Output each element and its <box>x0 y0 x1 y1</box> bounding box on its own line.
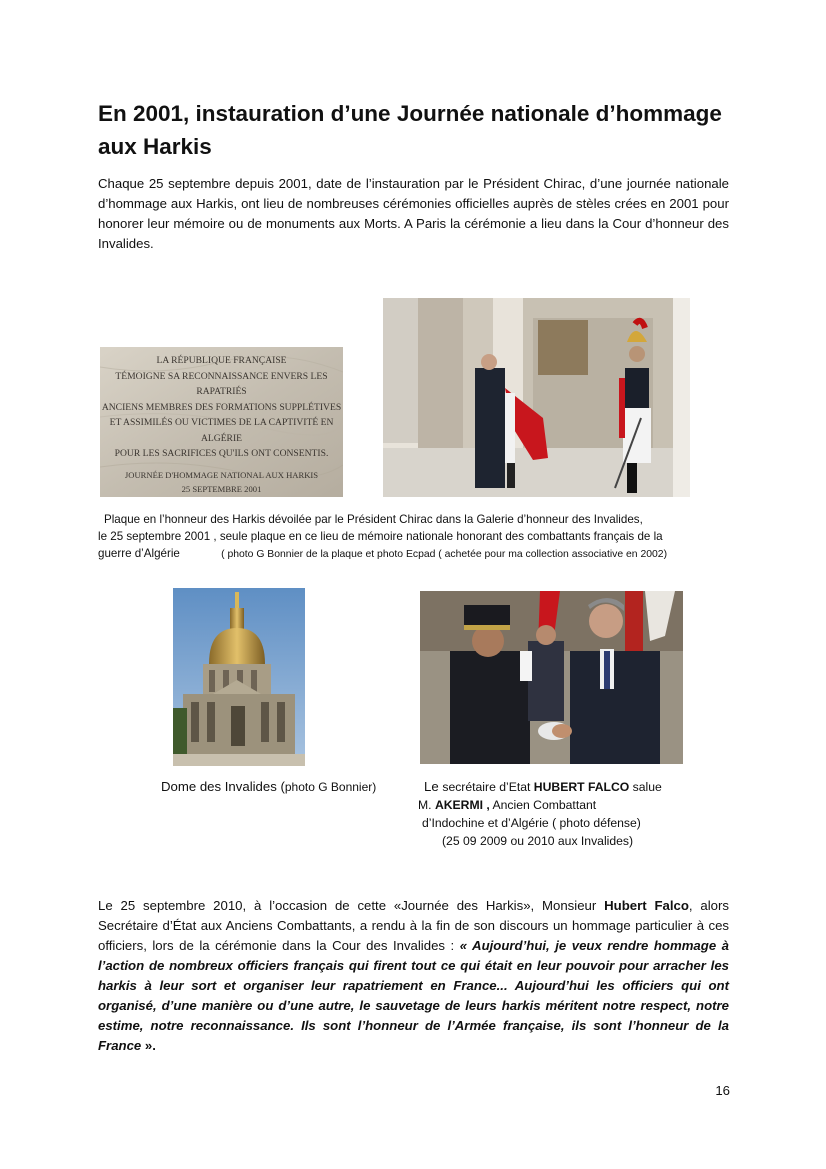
photo-credit: photo G Bonnier) <box>284 780 377 794</box>
handshake-illustration <box>420 591 683 764</box>
person-name: Hubert Falco <box>604 898 689 913</box>
caption-plaque <box>98 511 738 563</box>
title-line-1: En 2001, instauration d’une Journée nationale d’hommage <box>98 101 722 126</box>
plaque-inscription <box>100 353 343 495</box>
caption-dome <box>161 778 376 796</box>
body-text: , alors Secrétaire d’État aux Anciens Combattants, a rendu à la fin de son discours un hommage particulier à ces officiers, lors de la cérémonie dans la Cour des Invalides : <box>98 898 729 953</box>
person-name: HUBERT FALCO <box>533 780 630 794</box>
ceremony-photo <box>383 298 690 497</box>
photo-credit: ( photo G Bonnier de la plaque et photo Ecpad ( achetée pour ma collection associative en 2002) <box>221 549 668 560</box>
plaque-line: ANCIENS MEMBRES DES FORMATIONS SUPPLÉTIVES <box>101 401 342 413</box>
caption-text: salue <box>629 780 662 794</box>
plaque-line: POUR LES SACRIFICES QU'ILS ONT CONSENTIS. <box>114 448 329 459</box>
plaque-photo <box>100 347 343 497</box>
caption-text: M. <box>418 798 435 812</box>
caption-line: (25 09 2009 ou 2010 aux Invalides) <box>442 834 634 848</box>
caption-text: guerre d’Algérie <box>98 547 180 560</box>
title-line-2: aux Harkis <box>98 134 212 159</box>
intro-paragraph: Chaque 25 septembre depuis 2001, date de l’instauration par le Président Chirac, d’une journée nationale d’hommage aux Harkis, ont lieu de nombreuses cérémonies officielles auprès de stèles crées en 2001 pour honorer leur mémoire ou de monuments aux Morts. A Paris la cérémonie a lieu dans la Cour d’honneur des Invalides. <box>98 176 729 251</box>
caption-text: Le <box>424 779 443 794</box>
caption-text: Dome des Invalides ( <box>161 779 285 794</box>
caption-falco <box>418 778 662 850</box>
plaque-line: JOURNÉE D'HOMMAGE NATIONAL AUX HARKIS <box>124 469 319 480</box>
ceremony-illustration <box>383 298 690 497</box>
plaque-line: TÉMOIGNE SA RECONNAISSANCE ENVERS LES RAPATRIÉS <box>115 370 328 397</box>
dome-photo <box>173 588 305 766</box>
dome-illustration <box>173 588 305 766</box>
caption-line <box>418 796 662 814</box>
caption-line <box>98 545 738 563</box>
plaque-line: ET ASSIMILÉS OU VICTIMES DE LA CAPTIVITÉ EN ALGÉRIE <box>109 417 334 444</box>
caption-line <box>418 778 662 796</box>
plaque-line: 25 SEPTEMBRE 2001 <box>181 484 262 494</box>
person-name: AKERMI , <box>434 798 490 812</box>
plaque-line: LA RÉPUBLIQUE FRANÇAISE <box>156 355 287 366</box>
quote-text: « Aujourd’hui, je veux rendre hommage à l’action de nombreux officiers français qui firent tout ce qui était en leur pouvoir pour arracher les harkis à leur sort et organiser leur rapatriement en France... Aujourd’hui les officiers qui ont organisé, d’une manière ou d’une autre, le sauvetage de leurs harkis méritent notre respect, notre estime, notre reconnaissance. Ils sont l’honneur de l’Armée française, ils sont l’honneur de la France <box>98 938 729 1053</box>
handshake-photo <box>420 591 683 764</box>
body-text: Le 25 septembre 2010, à l’occasion de cette «Journée des Harkis», Monsieur <box>98 898 605 913</box>
caption-text: secrétaire d’Etat <box>442 780 534 794</box>
quote-end: ». <box>141 1038 156 1053</box>
caption-line: d’Indochine et d’Algérie ( photo défense) <box>422 816 641 830</box>
page-title <box>98 97 748 163</box>
caption-line: le 25 septembre 2001 , seule plaque en ce lieu de mémoire nationale honorant des combattants français de la <box>98 530 663 543</box>
caption-line: Plaque en l’honneur des Harkis dévoilée par le Président Chirac dans la Galerie d’honneur des Invalides, <box>104 513 643 526</box>
body-paragraph <box>98 896 729 1056</box>
page-number: 16 <box>715 1083 730 1098</box>
caption-text: Ancien Combattant <box>489 798 597 812</box>
